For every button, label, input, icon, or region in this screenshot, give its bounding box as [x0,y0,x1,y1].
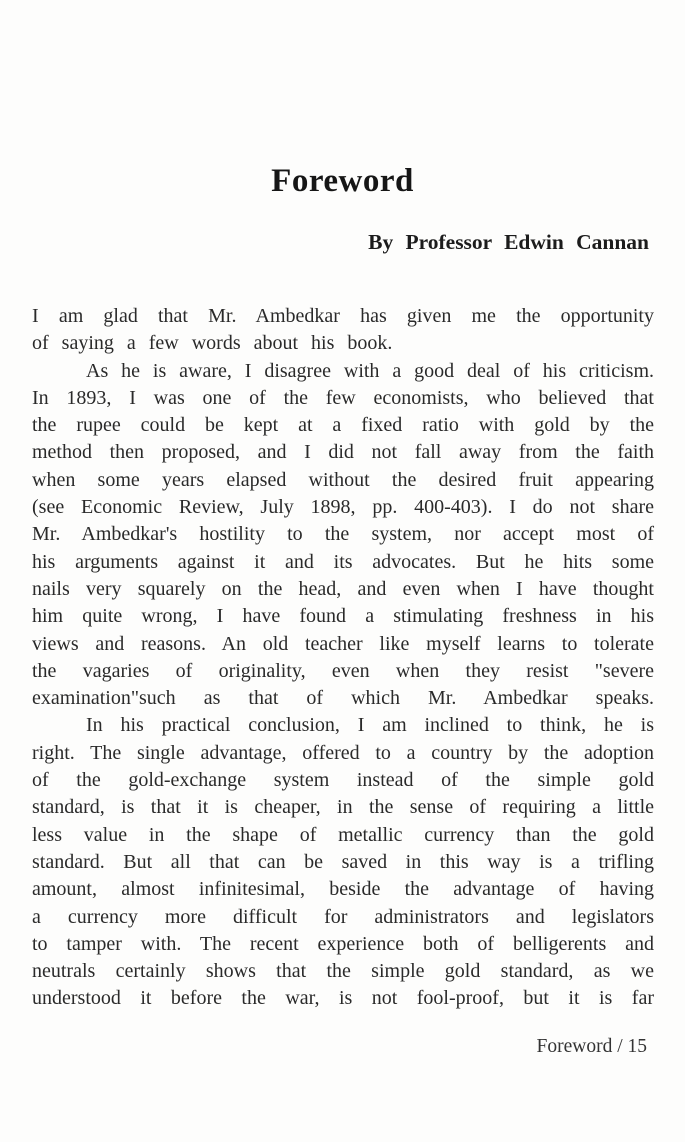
body-line: I am glad that Mr. Ambedkar has given me the opportunity [32,305,654,327]
body-line: the vagaries of originality, even when they resist "severe [32,659,654,682]
body-line: examination"such as that of which Mr. Ambedkar speaks. [32,687,654,710]
page-title: Foreword [271,163,414,199]
body-line: standard. But all that can be saved in this way is a trifling [32,850,654,873]
body-line: neutrals certainly shows that the simple gold standard, as we [32,960,654,983]
body-text [32,303,654,1013]
body-line: As he is aware, I disagree with a good deal of his criticism. [86,359,654,382]
page-footer: Foreword / 15 [536,1036,647,1057]
body-line: In his practical conclusion, I am inclined to think, he is [86,714,654,737]
body-line: Mr. Ambedkar's hostility to the system, nor accept most of [32,523,654,546]
body-line: when some years elapsed without the desired fruit appearing [32,468,654,491]
body-line: his arguments against it and its advocates. But he hits some [32,550,654,573]
body-line: amount, almost infinitesimal, beside the advantage of having [32,878,654,901]
body-line: him quite wrong, I have found a stimulating freshness in his [32,605,654,628]
body-line: method then proposed, and I did not fall away from the faith [32,441,654,464]
body-line: nails very squarely on the head, and even when I have thought [32,577,654,600]
body-line: the rupee could be kept at a fixed ratio with gold by the [32,414,654,437]
body-line: standard, is that it is cheaper, in the sense of requiring a little [32,796,654,819]
body-line: a currency more difficult for administrators and legislators [32,905,654,928]
body-line: In 1893, I was one of the few economists, who believed that [32,386,654,409]
body-line: less value in the shape of metallic currency than the gold [32,823,654,846]
body-line: (see Economic Review, July 1898, pp. 400-403). I do not share [32,496,654,519]
body-line: right. The single advantage, offered to a country by the adoption [32,741,654,764]
body-line: understood it before the war, is not fool-proof, but it is far [32,987,654,1010]
body-line: to tamper with. The recent experience both of belligerents and [32,932,654,955]
body-line: views and reasons. An old teacher like myself learns to tolerate [32,632,654,655]
body-line: of the gold-exchange system instead of the simple gold [32,769,654,792]
body-line: of saying a few words about his book. [32,332,393,355]
byline: By Professor Edwin Cannan [368,230,649,254]
